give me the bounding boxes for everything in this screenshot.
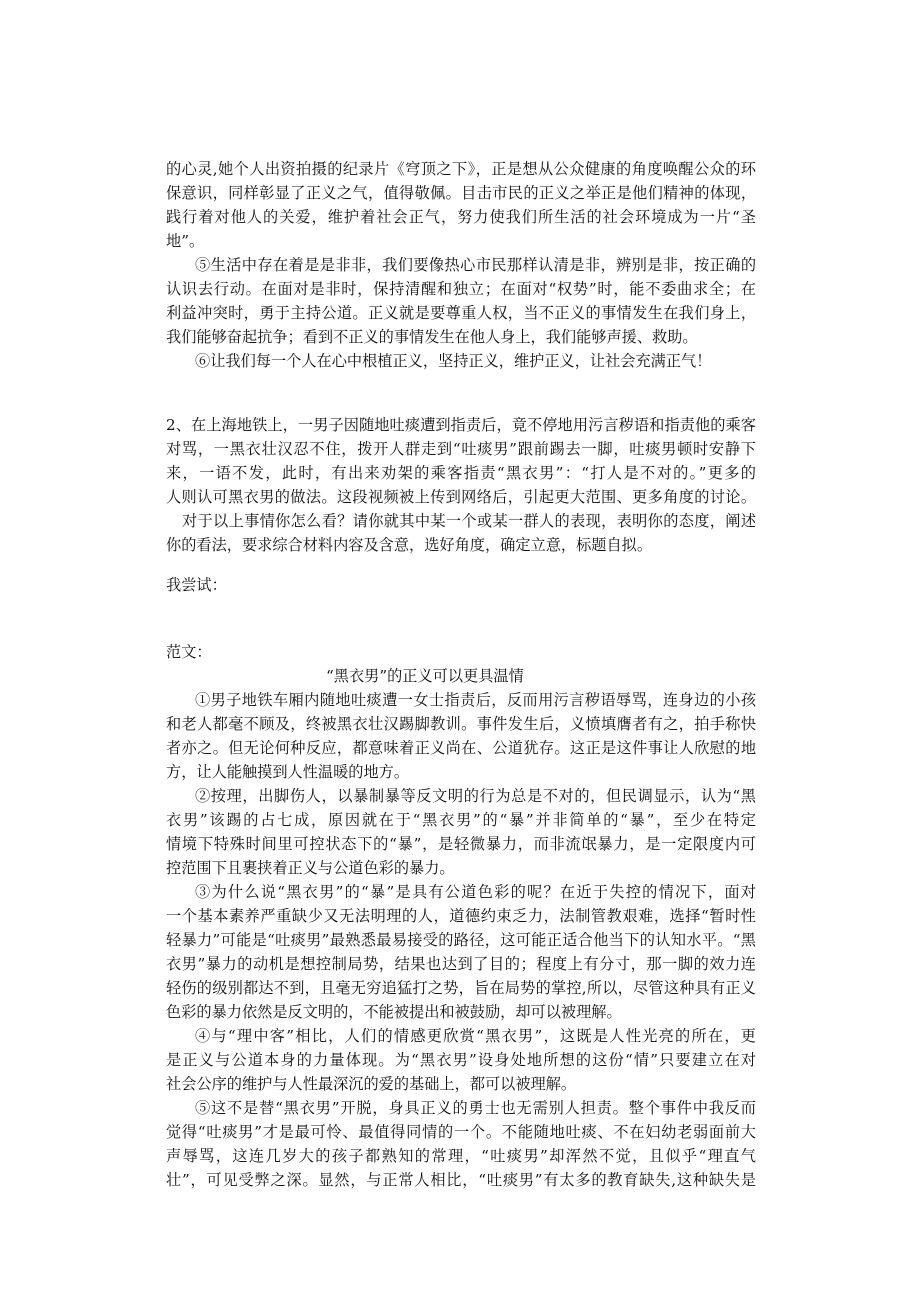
- paragraph-line: 践行着对他人的关爱，维护着社会正气，努力使我们所生活的社会环境成为一片“圣: [166, 208, 756, 226]
- essay-title: “黑衣男”的正义可以更具温情: [326, 667, 524, 685]
- essay-line: ④与“理中客”相比，人们的情感更欣赏“黑衣男”，这既是人性光亮的所在，更: [195, 1027, 756, 1045]
- paragraph-line: 认识去行动。在面对是非时，保持清醒和独立；在面对“权势”时，能不委曲求全；在: [166, 280, 756, 298]
- paragraph-line: 地”。: [166, 232, 205, 250]
- essay-line: ⑤这不是替“黑衣男”开脱，身具正义的勇士也无需别人担责。整个事件中我反而: [195, 1099, 756, 1117]
- try-label: 我尝试：: [166, 576, 227, 594]
- paragraph-5-line: ⑤生活中存在着是是非非，我们要像热心市民那样认清是非，辨别是非，按正确的: [195, 256, 756, 274]
- essay-line: 者亦之。但无论何种反应，都意味着正义尚在、公道犹存。这正是这件事让人欣慰的地: [166, 739, 756, 757]
- essay-line: 色彩的暴力依然是反文明的，不能被提出和被鼓励，却可以被理解。: [166, 1003, 622, 1021]
- question-line: 对于以上事情你怎么看？请你就其中某一个或某一群人的表现，表明你的态度，阐述: [182, 512, 756, 530]
- essay-line: 轻伤的级别都达不到，且毫无穷追猛打之势，旨在局势的掌控,所以，尽管这种具有正义: [166, 979, 756, 997]
- essay-line: 觉得“吐痰男”才是最可怜、最值得同情的一个。不能随地吐痰、不在妇幼老弱面前大: [166, 1123, 756, 1141]
- essay-label: 范文：: [166, 643, 212, 661]
- question-line: 人则认可黑衣男的做法。这段视频被上传到网络后，引起更大范围、更多角度的讨论。: [166, 488, 756, 506]
- paragraph-line: 利益冲突时，勇于主持公道。正义就是要尊重人权，当不正义的事情发生在我们身上，: [166, 304, 756, 322]
- essay-line: 情境下特殊时间里可控状态下的“暴”，是轻微暴力，而非流氓暴力，是一定限度内可: [166, 835, 756, 853]
- paragraph-6-line: ⑥让我们每一个人在心中根植正义，坚持正义，维护正义，让社会充满正气！: [195, 352, 712, 370]
- essay-line: 衣男”该踢的占七成，原因就在于“黑衣男”的“暴”并非简单的“暴”，至少在特定: [166, 811, 756, 829]
- essay-line: ①男子地铁车厢内随地吐痰遭一女士指责后，反而用污言秽语辱骂，连身边的小孩: [195, 691, 756, 709]
- essay-line: 衣男”暴力的动机是想控制局势，结果也达到了目的；程度上有分寸，那一脚的效力连: [166, 955, 756, 973]
- essay-line: 方，让人能触摸到人性温暖的地方。: [166, 763, 409, 781]
- essay-line: 控范围下且裹挟着正义与公道色彩的暴力。: [166, 859, 455, 877]
- question-line: 对骂，一黑衣壮汉忍不住，拨开人群走到“吐痰男”跟前踢去一脚，吐痰男顿时安静下: [166, 440, 756, 458]
- essay-line: 是正义与公道本身的力量体现。为“黑衣男”设身处地所想的这份“情”只要建立在对: [166, 1051, 756, 1069]
- essay-line: 轻暴力”可能是“吐痰男”最熟悉最易接受的路径，这可能正适合他当下的认知水平。“黑: [166, 931, 756, 949]
- question-line: 你的看法，要求综合材料内容及含意，选好角度，确定立意，标题自拟。: [166, 536, 652, 554]
- essay-line: 壮”，可见受弊之深。显然，与正常人相比，“吐痰男”有太多的教育缺失,这种缺失是: [166, 1171, 756, 1189]
- essay-line: ②按理，出脚伤人，以暴制暴等反文明的行为总是不对的，但民调显示，认为“黑: [195, 787, 756, 805]
- paragraph-line: 保意识，同样彰显了正义之气，值得敬佩。目击市民的正义之举正是他们精神的体现，: [166, 184, 756, 202]
- paragraph-line: 我们能够奋起抗争；看到不正义的事情发生在他人身上，我们能够声援、救助。: [166, 328, 698, 346]
- essay-line: 和老人都毫不顾及，终被黑衣壮汉踢脚教训。事件发生后，义愤填膺者有之，拍手称快: [166, 715, 756, 733]
- essay-line: 社会公序的维护与人性最深沉的爱的基础上，都可以被理解。: [166, 1075, 577, 1093]
- essay-line: ③为什么说“黑衣男”的“暴”是具有公道色彩的呢？在近于失控的情况下，面对: [195, 883, 756, 901]
- question-line: 2、在上海地铁上，一男子因随地吐痰遭到指责后，竟不停地用污言秽语和指责他的乘客: [166, 416, 756, 434]
- essay-line: 声辱骂，这连几岁大的孩子都熟知的常理，“吐痰男”却浑然不觉，且似乎“理直气: [166, 1147, 756, 1165]
- paragraph-line: 的心灵,她个人出资拍摄的纪录片《穹顶之下》，正是想从公众健康的角度唤醒公众的环: [166, 160, 756, 178]
- question-line: 来，一语不发，此时，有出来劝架的乘客指责“黑衣男”：“打人是不对的。”更多的: [166, 464, 756, 482]
- essay-line: 一个基本素养严重缺少又无法明理的人，道德约束乏力，法制管教艰难，选择“暂时性: [166, 907, 756, 925]
